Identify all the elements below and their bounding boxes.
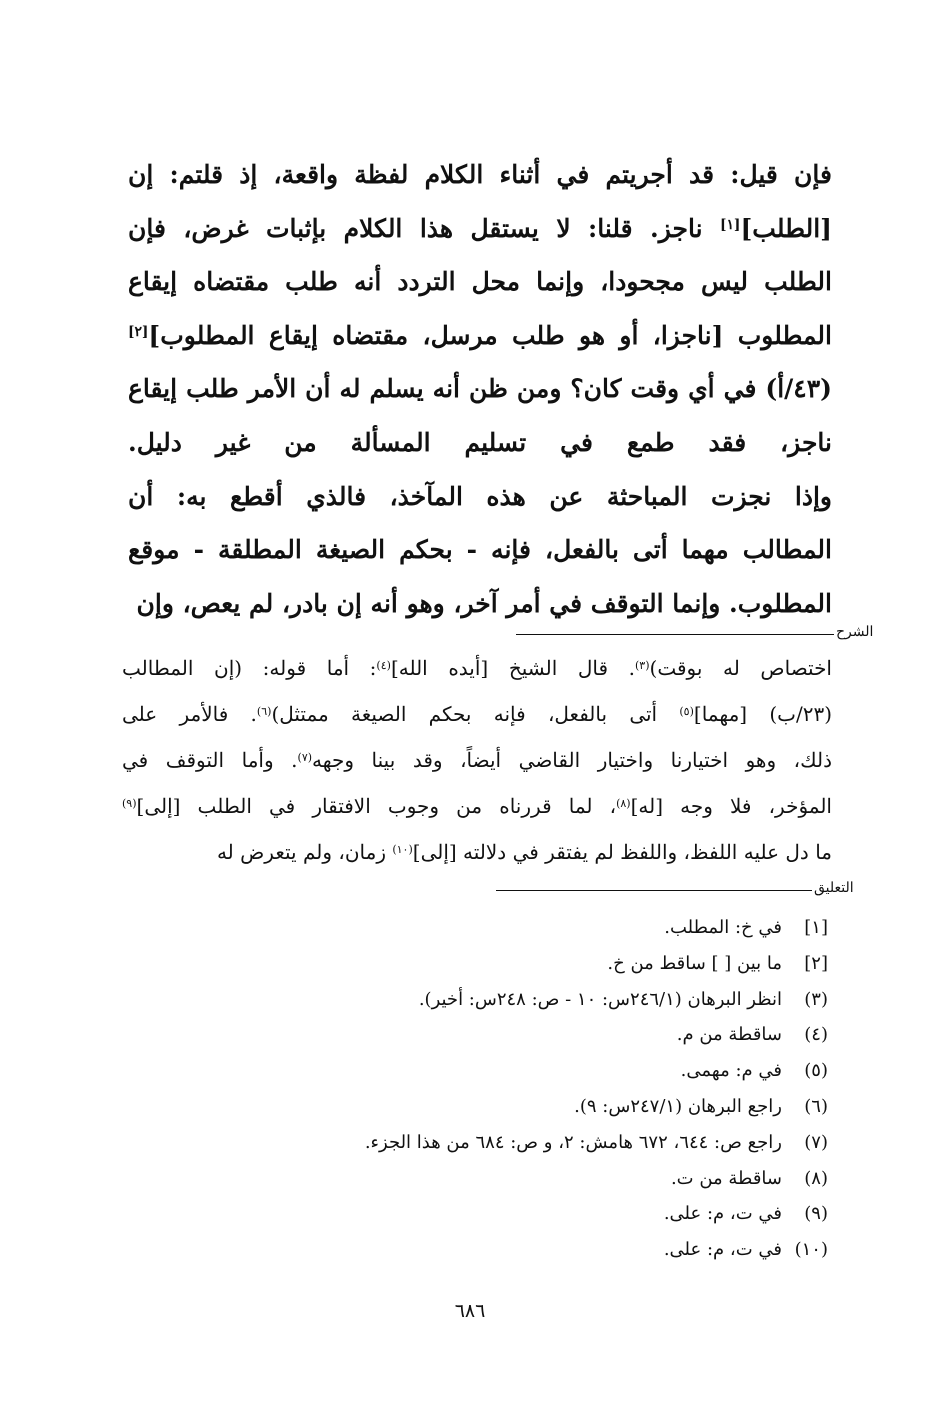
footnote-number: (١٠) [794, 1239, 828, 1261]
footnote [228, 946, 828, 982]
reference-marker: (٣) [635, 658, 650, 672]
footnote-number: (٨) [804, 1167, 828, 1189]
footnote-number: (٥) [804, 1060, 828, 1082]
taaliq-divider [496, 890, 812, 891]
reference-marker: (٦) [256, 704, 272, 718]
footnote [228, 982, 828, 1018]
sharh-text [122, 645, 832, 875]
text-line: [الطلب][١] ناجز. قلنا: لا يستقل هذا الكلام بإثبات غرض، فإن [128, 213, 832, 243]
reference-marker: (١٠) [392, 842, 413, 856]
text-line: المطالب مهما أتى بالفعل، فإنه - بحكم الصيغة المطلقة - موقع [128, 535, 832, 565]
sharh-label: الشرح [836, 624, 874, 640]
footnote [228, 1125, 828, 1161]
footnote [228, 910, 828, 946]
page-number: ٦٨٦ [454, 1300, 486, 1322]
reference-marker: (٩) [122, 796, 137, 810]
text-line: ذلك، وهو اختيارنا واختيار القاضي أيضاً، وقد بينا وجهه$^{(٧)}$. وأما التوقف في [122, 748, 832, 772]
footnote-text: في خ: المطلب. [664, 917, 782, 938]
footnote-number: [٢] [804, 952, 828, 974]
reference-marker: [٢] [128, 324, 149, 341]
footnote-text: في م: مهمى. [680, 1060, 782, 1082]
text-line: ناجز، فقد طمع في تسليم المسألة من غير دليل. [128, 427, 832, 457]
footnote [228, 1017, 828, 1053]
taaliq-label: التعليق [814, 880, 854, 896]
footnote-text: ما بين [ ] ساقط من خ. [607, 952, 782, 974]
text-line: وإذا نجزت المباحثة عن هذه المآخذ، فالذي أقطع به: أن [128, 481, 832, 511]
reference-marker: [١] [720, 216, 741, 233]
footnote-text: ساقطة من م. [676, 1024, 782, 1046]
footnote-text: في ت، م: على. [663, 1239, 782, 1261]
text-line: المطلوب. وإنما التوقف في أمر آخر، وهو أنه إن بادر، لم يعص، وإن [136, 588, 832, 618]
footnote-number: (٦) [804, 1095, 828, 1117]
footnote [228, 1232, 828, 1268]
text-line: اختصاص له بوقت)$^{(٣)}$. قال الشيخ [أيده الله]$^{(٤)}$: أما قوله: (إن المطالب [122, 656, 832, 680]
footnote-number: (٧) [804, 1131, 828, 1153]
text-line: المطلوب [ناجزا، أو هو طلب مرسل، مقتضاه إيقاع المطلوب][٢] [128, 320, 832, 350]
text-line: المؤخر، فلا وجه [له]$^{(٨)}$، لما قررناه من وجوب الافتقار في الطلب [إلى]$^{(٩)}$ [122, 794, 832, 818]
footnote-text: راجع ص: ٦٤٤، ٦٧٢ هامش: ٢، و ص: ٦٨٤ من هذا الجزء. [364, 1131, 782, 1153]
footnote-number: (٩) [804, 1203, 828, 1225]
footnote-number: (٣) [804, 988, 828, 1010]
reference-marker: (٧) [297, 750, 313, 764]
footnote [228, 1161, 828, 1197]
footnotes [228, 910, 828, 1268]
text-line: (٢٣/ب) [مهما]$^{(٥)}$ أتى بالفعل، فإنه بحكم الصيغة ممتثل)$^{(٦)}$. فالأمر على [122, 702, 833, 726]
text-line: ما دل عليه اللفظ، واللفظ لم يفتقر في دلالته [إلى]$^{(١٠)}$ زمان، ولم يتعرض له [216, 840, 832, 864]
reference-marker: (٥) [679, 704, 694, 718]
main-text [128, 148, 832, 630]
footnote-text: راجع البرهان (٢٤٧/١س: ٩). [574, 1095, 782, 1117]
footnote-text: انظر البرهان (٢٤٦/١س: ١٠ - ص: ٢٤٨س: أخير). [418, 988, 782, 1010]
footnote-text: في ت، م: على. [663, 1203, 782, 1225]
text-line: فإن قيل: قد أجريتم في أثناء الكلام لفظة واقعة، إذ قلتم: إن [128, 160, 832, 189]
reference-marker: (٨) [616, 796, 631, 810]
reference-marker: (٤) [376, 658, 391, 672]
text-line: الطلب ليس مجحودا، وإنما محل التردد أنه طلب مقتضاه إيقاع [128, 267, 832, 297]
footnote-text: ساقطة من ت. [670, 1167, 782, 1189]
footnote [228, 1053, 828, 1089]
text-line: (٤٣/أ) في أي وقت كان؟ ومن ظن أنه يسلم له أن الأمر طلب إيقاع [128, 374, 832, 404]
footnote-number: (٤) [804, 1024, 828, 1046]
footnote [228, 1089, 828, 1125]
footnote [228, 1196, 828, 1232]
sharh-divider [516, 634, 834, 635]
footnote-number: [١] [804, 917, 828, 938]
